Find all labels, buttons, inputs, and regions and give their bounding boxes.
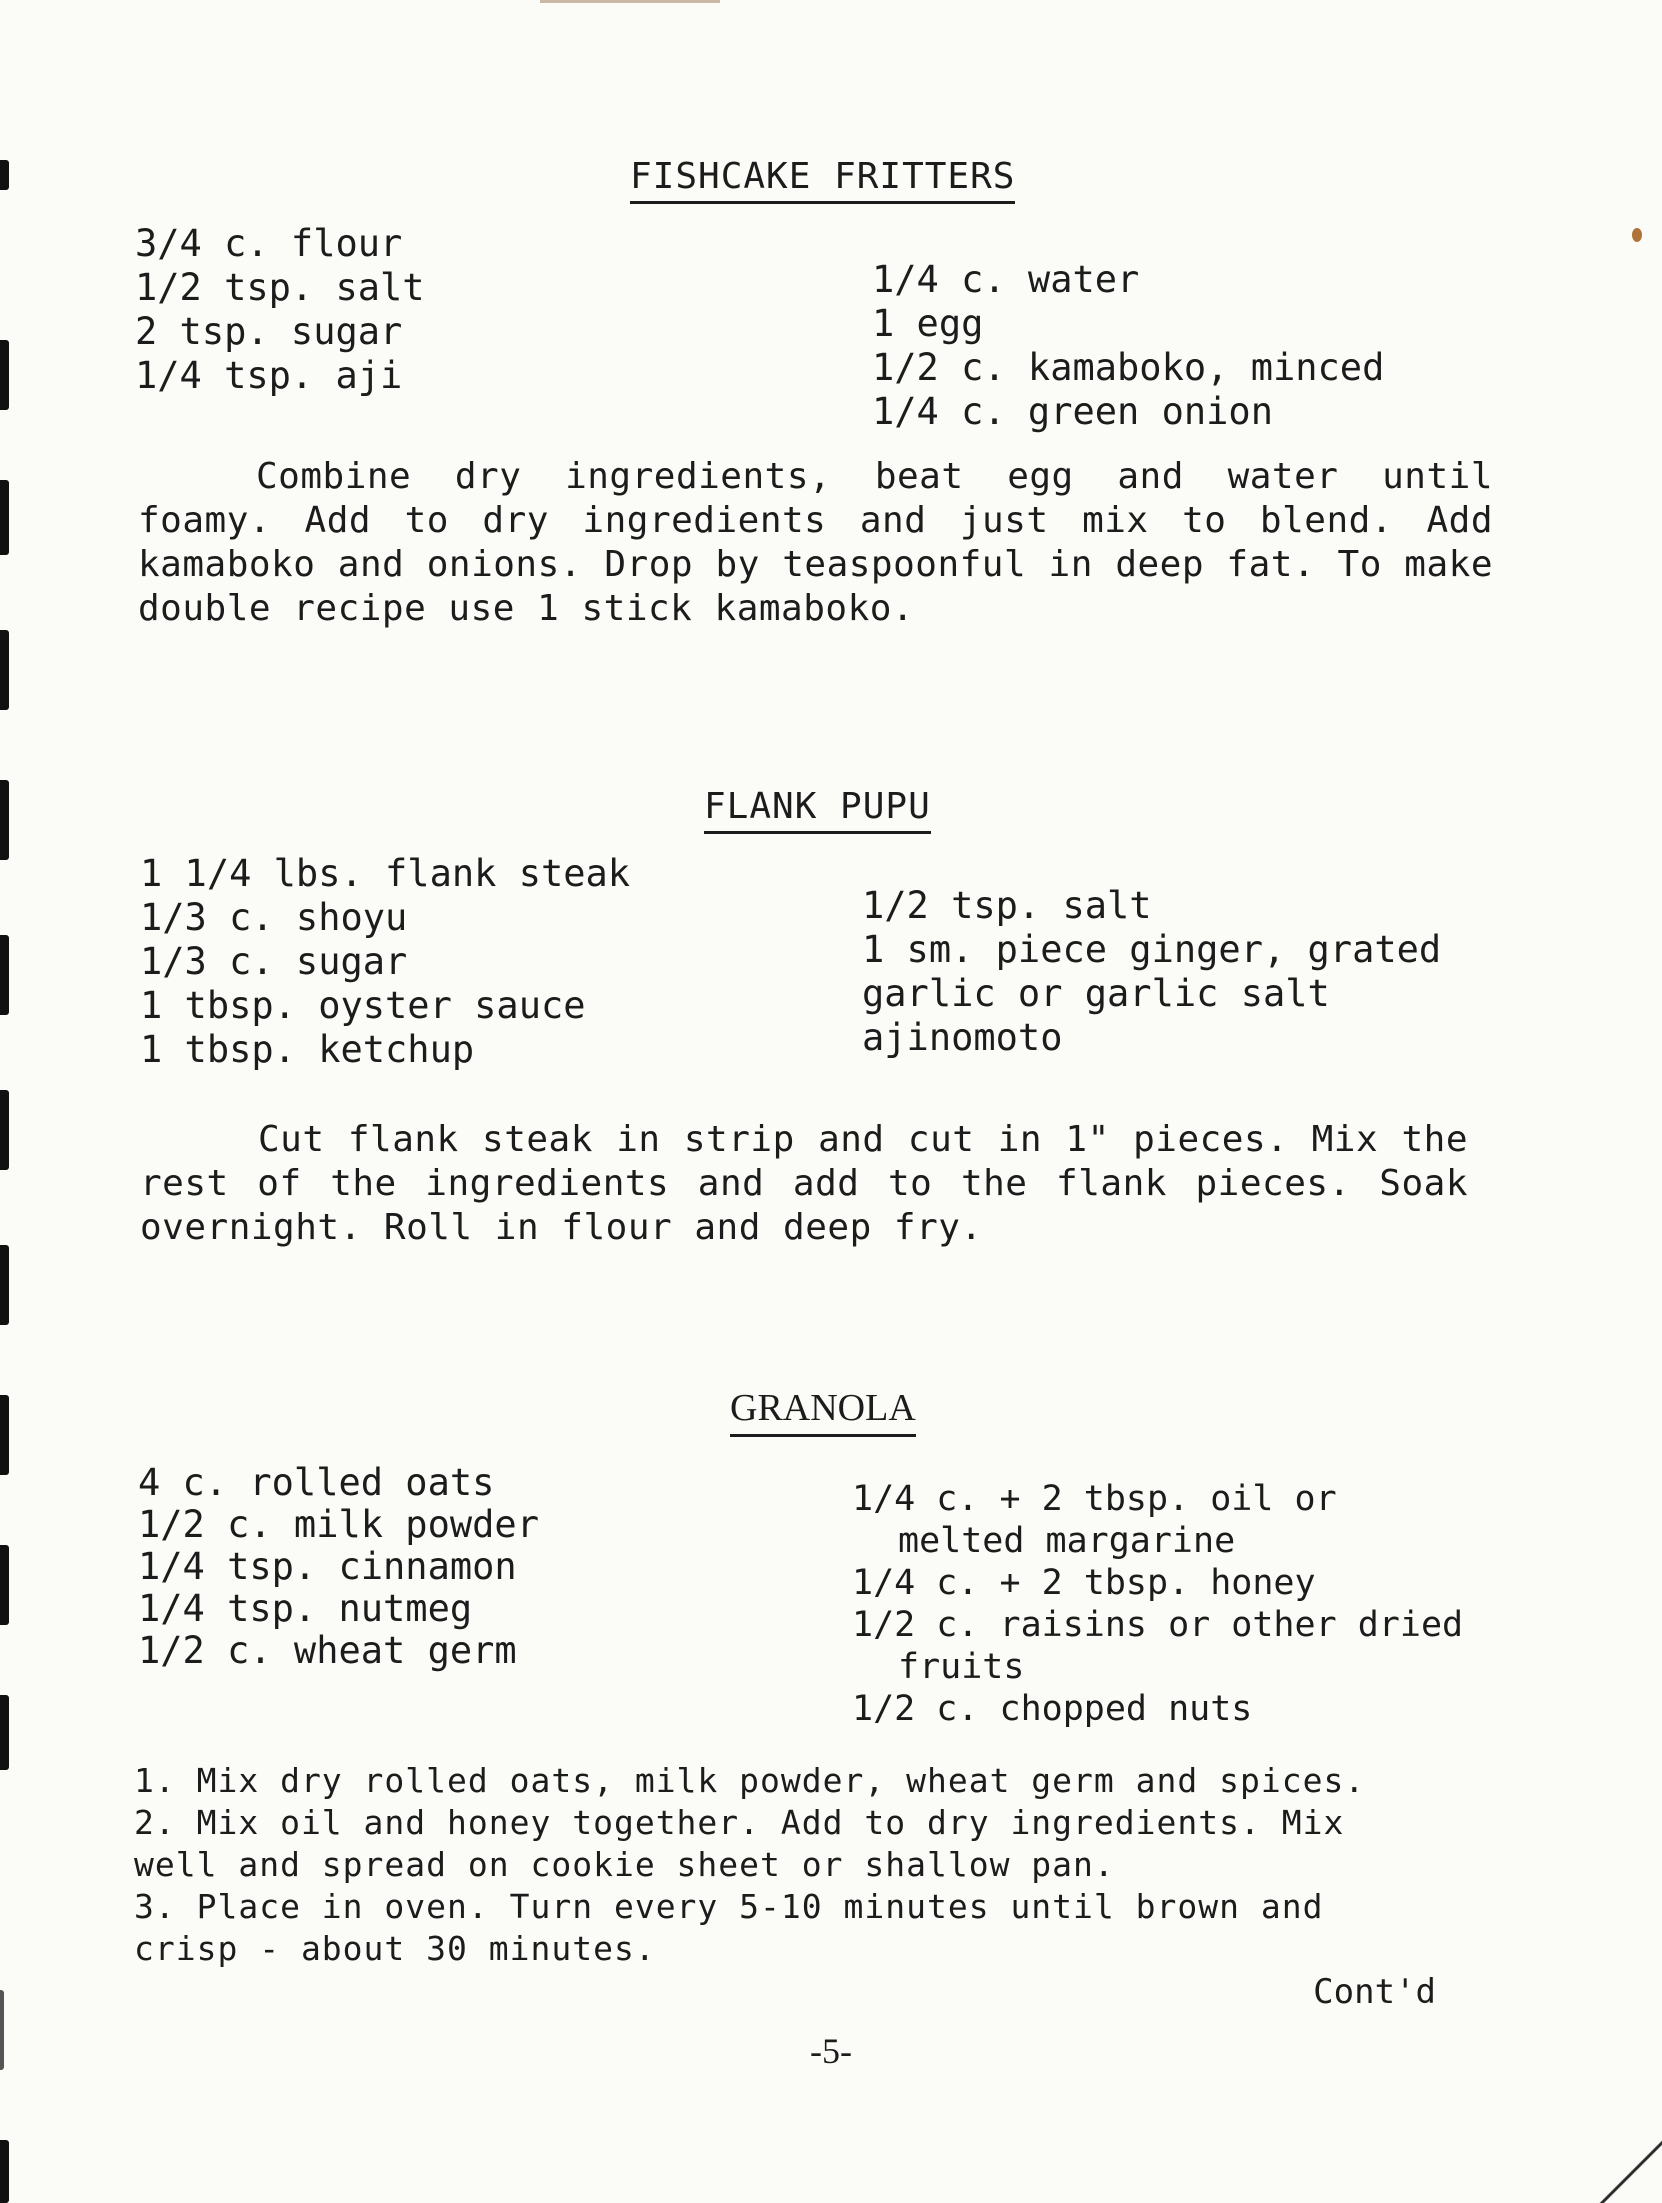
binding-hole <box>0 160 9 190</box>
binding-hole <box>0 630 9 710</box>
directions-granola <box>134 1760 1434 1970</box>
ingredient-item: garlic or garlic salt <box>862 972 1330 1015</box>
ingredient-item: 1 1/4 lbs. flank steak <box>140 852 631 895</box>
ingredient-item: melted margarine <box>898 1521 1236 1561</box>
page-number: -5- <box>810 2031 852 2071</box>
page-corner-curl <box>1592 2133 1662 2203</box>
ingredient-item: 1/4 tsp. cinnamon <box>138 1545 517 1588</box>
ingredient-item: 2 tsp. sugar <box>135 310 403 353</box>
ingredient-item: 1/2 tsp. salt <box>135 266 425 309</box>
ingredient-item: 1/4 c. green onion <box>872 390 1273 433</box>
ingredient-item: 1/2 c. wheat germ <box>138 1629 517 1672</box>
step-item: 3. Place in oven. Turn every 5-10 minutes until brown and crisp - about 30 minutes. <box>134 1887 1324 1968</box>
binding-hole <box>0 2140 9 2203</box>
ingredient-item: 1/2 tsp. salt <box>862 884 1152 927</box>
directions-text: Cut flank steak in strip and cut in 1" pieces. Mix the rest of the ingredients and add to the flank pieces. Soak overnight. Roll in flour and deep fry. <box>140 1119 1468 1248</box>
binding-hole <box>0 935 9 1015</box>
ingredient-item: 1 egg <box>872 302 984 345</box>
directions-fishcake <box>138 455 1493 631</box>
ingredient-item: 1 tbsp. ketchup <box>140 1028 475 1071</box>
ingredients-left-granola <box>138 1462 539 1672</box>
ingredient-item: 1/4 tsp. nutmeg <box>138 1587 473 1630</box>
step-item: 2. Mix oil and honey together. Add to dry ingredients. Mix well and spread on cookie sheet or shallow pan. <box>134 1803 1345 1884</box>
ingredient-item: 1 tbsp. oyster sauce <box>140 984 586 1027</box>
ingredient-item: 1 sm. piece ginger, grated <box>862 928 1442 971</box>
recipe-title-fishcake-fritters: FISHCAKE FRITTERS <box>630 156 1015 204</box>
binding-hole <box>0 340 9 410</box>
step-item: 1. Mix dry rolled oats, milk powder, wheat germ and spices. <box>134 1761 1366 1800</box>
ingredient-item: 1/4 c. + 2 tbsp. honey <box>852 1563 1316 1603</box>
binding-hole <box>0 1245 9 1325</box>
ingredients-right-fishcake <box>872 258 1384 434</box>
ingredient-item: 1/2 c. milk powder <box>138 1503 539 1546</box>
binding-hole <box>0 1395 9 1475</box>
ingredient-item: 1/3 c. sugar <box>140 940 408 983</box>
binding-hole <box>0 1695 9 1770</box>
ingredient-item: 3/4 c. flour <box>135 222 403 265</box>
stain-mark <box>1632 228 1642 242</box>
ingredients-right-flank <box>862 884 1441 1060</box>
ingredient-item: 1/2 c. raisins or other dried <box>852 1605 1464 1645</box>
ingredient-item: 1/3 c. shoyu <box>140 896 408 939</box>
ingredient-item: 1/2 c. chopped nuts <box>852 1689 1253 1729</box>
ingredient-item: 1/4 tsp. aji <box>135 354 403 397</box>
directions-text: Combine dry ingredients, beat egg and water until foamy. Add to dry ingredients and just mix to blend. Add kamaboko and onions. Drop by teaspoonful in deep fat. To make double recipe use 1 stick kamaboko. <box>138 456 1493 629</box>
recipe-title-flank-pupu: FLANK PUPU <box>704 786 931 834</box>
page-top-edge <box>540 0 720 3</box>
binding-hole <box>0 1545 9 1625</box>
ingredient-item: 1/4 c. water <box>872 258 1140 301</box>
ingredient-item: 1/2 c. kamaboko, minced <box>872 346 1385 389</box>
ingredients-left-flank <box>140 852 630 1072</box>
directions-flank <box>140 1118 1468 1250</box>
ingredients-left-fishcake <box>135 222 425 398</box>
ingredient-item: 1/4 c. + 2 tbsp. oil or <box>852 1479 1337 1519</box>
binding-hole <box>0 1090 9 1170</box>
recipe-title-granola: GRANOLA <box>730 1386 916 1437</box>
ingredients-right-granola <box>852 1478 1463 1730</box>
binding-hole <box>0 780 9 860</box>
binding-hole <box>0 480 9 555</box>
ingredient-item: 4 c. rolled oats <box>138 1461 495 1504</box>
ingredient-item: fruits <box>898 1647 1025 1687</box>
continued-label: Cont'd <box>1313 1972 1436 2012</box>
ingredient-item: ajinomoto <box>862 1016 1063 1059</box>
